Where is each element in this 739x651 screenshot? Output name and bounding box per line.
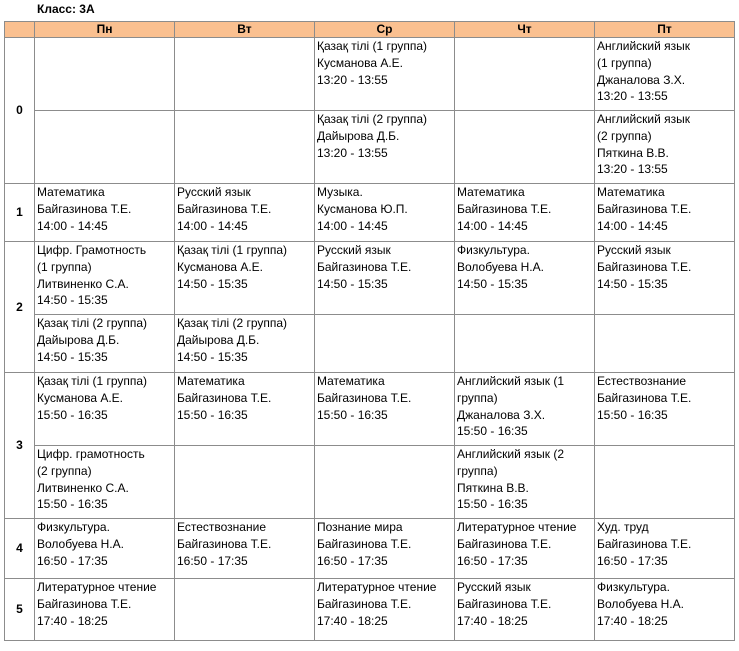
lesson-detail-text: 16:50 - 17:35: [457, 553, 528, 568]
subject-text: Худ. труд: [597, 520, 649, 534]
lesson-cell: [35, 579, 175, 641]
lesson-cell: [455, 446, 595, 519]
lesson-detail-text: 13:20 - 13:55: [597, 89, 668, 104]
subject-text: Русский язык: [597, 243, 671, 257]
lesson-detail-text: 14:50 - 15:35: [177, 276, 248, 291]
lesson-detail-text: 14:50 - 15:35: [177, 349, 248, 364]
subject-text: Физкультура.: [597, 580, 670, 594]
lesson-detail-text: (1 группа): [37, 259, 92, 274]
lesson-cell: [175, 315, 315, 373]
day-header: Вт: [175, 22, 315, 38]
lesson-detail-text: Байгазинова Т.Е.: [597, 259, 692, 274]
day-header: Пт: [595, 22, 735, 38]
day-header: Ср: [315, 22, 455, 38]
lesson-detail-text: 13:20 - 13:55: [317, 145, 388, 160]
empty-cell: [455, 315, 595, 373]
subject-text: Русский язык: [177, 185, 251, 199]
lesson-detail-text: Джаналова З.Х.: [457, 407, 546, 422]
lesson-detail-text: 14:00 - 14:45: [457, 218, 528, 233]
subject-text: Английский язык: [597, 39, 691, 53]
subject-text: Английский язык: [597, 112, 691, 126]
lesson-detail-text: Байгазинова Т.Е.: [457, 201, 552, 216]
period-number: 5: [5, 579, 35, 641]
lesson-detail-text: Пяткина В.В.: [457, 480, 529, 495]
lesson-detail-text: группа): [457, 463, 498, 478]
subject-text: Физкультура.: [457, 243, 530, 257]
lesson-detail-text: Байгазинова Т.Е.: [457, 536, 552, 551]
lesson-detail-text: 15:50 - 16:35: [317, 407, 388, 422]
lesson-row: [5, 373, 735, 446]
lesson-cell: [595, 184, 735, 242]
lesson-detail-text: 17:40 - 18:25: [317, 613, 388, 628]
lesson-row: [5, 519, 735, 579]
lesson-detail-text: 15:50 - 16:35: [37, 497, 108, 512]
lesson-cell: [595, 111, 735, 184]
lesson-cell: [315, 373, 455, 446]
lesson-detail-text: 14:00 - 14:45: [317, 218, 388, 233]
lesson-detail-text: Байгазинова Т.Е.: [457, 596, 552, 611]
lesson-detail-text: (2 группа): [597, 128, 652, 143]
lesson-detail-text: Дайырова Д.Б.: [37, 332, 120, 347]
lesson-detail-text: (2 группа): [37, 463, 92, 478]
lesson-detail-text: Байгазинова Т.Е.: [37, 201, 132, 216]
lesson-cell: [595, 38, 735, 111]
lesson-cell: [35, 519, 175, 579]
subject-text: Английский язык (1: [457, 374, 565, 388]
lesson-row: [5, 579, 735, 641]
lesson-detail-text: 15:50 - 16:35: [457, 497, 528, 512]
corner-cell: [5, 22, 35, 38]
lesson-detail-text: 14:00 - 14:45: [597, 218, 668, 233]
lesson-detail-text: 14:50 - 15:35: [37, 349, 108, 364]
subject-text: Қазақ тілі (1 группа): [177, 243, 288, 257]
lesson-detail-text: Байгазинова Т.Е.: [317, 259, 412, 274]
lesson-detail-text: Кусманова А.Е.: [317, 55, 404, 70]
lesson-detail-text: 17:40 - 18:25: [597, 613, 668, 628]
empty-cell: [315, 446, 455, 519]
lesson-row: [5, 184, 735, 242]
lesson-detail-text: 15:50 - 16:35: [177, 407, 248, 422]
lesson-detail-text: 14:50 - 15:35: [597, 276, 668, 291]
subject-text: Математика: [457, 185, 525, 199]
lesson-cell: [35, 315, 175, 373]
empty-cell: [35, 111, 175, 184]
lesson-detail-text: Байгазинова Т.Е.: [597, 536, 692, 551]
period-number: 1: [5, 184, 35, 242]
day-header: Пн: [35, 22, 175, 38]
subject-text: Английский язык (2: [457, 447, 565, 461]
day-header: Чт: [455, 22, 595, 38]
lesson-cell: [175, 373, 315, 446]
timetable: [4, 21, 735, 641]
lesson-detail-text: 14:00 - 14:45: [37, 218, 108, 233]
period-number: 2: [5, 242, 35, 373]
lesson-cell: [35, 242, 175, 315]
lesson-detail-text: 15:50 - 16:35: [37, 407, 108, 422]
lesson-row: [5, 38, 735, 111]
lesson-cell: [595, 242, 735, 315]
lesson-cell: [315, 579, 455, 641]
lesson-detail-text: Байгазинова Т.Е.: [597, 390, 692, 405]
lesson-detail-text: 16:50 - 17:35: [317, 553, 388, 568]
lesson-detail-text: 15:50 - 16:35: [457, 424, 528, 439]
lesson-cell: [315, 111, 455, 184]
period-number: 3: [5, 373, 35, 519]
lesson-row: [5, 315, 735, 373]
lesson-detail-text: 16:50 - 17:35: [37, 553, 108, 568]
lesson-detail-text: Волобуева Н.А.: [37, 536, 124, 551]
lesson-detail-text: Волобуева Н.А.: [457, 259, 544, 274]
subject-text: Қазақ тілі (1 группа): [317, 39, 428, 53]
subject-text: Литературное чтение: [317, 580, 437, 594]
lesson-detail-text: 14:50 - 15:35: [457, 276, 528, 291]
empty-cell: [595, 315, 735, 373]
subject-text: Математика: [37, 185, 105, 199]
lesson-cell: [175, 184, 315, 242]
period-number: 4: [5, 519, 35, 579]
empty-cell: [315, 315, 455, 373]
lesson-detail-text: Байгазинова Т.Е.: [597, 201, 692, 216]
lesson-cell: [455, 579, 595, 641]
empty-cell: [595, 446, 735, 519]
lesson-cell: [35, 373, 175, 446]
day-header-row: [5, 22, 735, 38]
subject-text: Цифр. Грамотность: [37, 243, 147, 257]
lesson-detail-text: Кусманова А.Е.: [37, 390, 124, 405]
lesson-cell: [455, 373, 595, 446]
subject-text: Қазақ тілі (2 группа): [317, 112, 428, 126]
empty-cell: [455, 38, 595, 111]
lesson-cell: [315, 38, 455, 111]
subject-text: Литературное чтение: [37, 580, 157, 594]
empty-cell: [35, 38, 175, 111]
lesson-cell: [455, 242, 595, 315]
lesson-detail-text: Байгазинова Т.Е.: [317, 536, 412, 551]
empty-cell: [175, 579, 315, 641]
lesson-detail-text: Байгазинова Т.Е.: [177, 390, 272, 405]
subject-text: Цифр. грамотность: [37, 447, 145, 461]
lesson-detail-text: 15:50 - 16:35: [597, 407, 668, 422]
subject-text: Музыка.: [317, 185, 363, 199]
lesson-detail-text: Дайырова Д.Б.: [177, 332, 260, 347]
lesson-detail-text: (1 группа): [597, 55, 652, 70]
period-number: 0: [5, 38, 35, 184]
lesson-detail-text: Байгазинова Т.Е.: [37, 596, 132, 611]
subject-text: Математика: [597, 185, 665, 199]
lesson-detail-text: Литвиненко С.А.: [37, 276, 129, 291]
lesson-detail-text: 14:50 - 15:35: [317, 276, 388, 291]
lesson-row: [5, 446, 735, 519]
lesson-detail-text: Джаналова З.Х.: [597, 72, 686, 87]
lesson-detail-text: Волобуева Н.А.: [597, 596, 684, 611]
lesson-cell: [175, 242, 315, 315]
subject-text: Қазақ тілі (2 группа): [37, 316, 148, 330]
subject-text: Естествознание: [597, 374, 686, 388]
subject-text: Физкультура.: [37, 520, 110, 534]
subject-text: Қазақ тілі (2 группа): [177, 316, 288, 330]
lesson-cell: [35, 184, 175, 242]
lesson-detail-text: 17:40 - 18:25: [457, 613, 528, 628]
subject-text: Литературное чтение: [457, 520, 577, 534]
lesson-cell: [315, 184, 455, 242]
lesson-detail-text: Литвиненко С.А.: [37, 480, 129, 495]
lesson-cell: [595, 519, 735, 579]
empty-cell: [175, 446, 315, 519]
lesson-cell: [455, 519, 595, 579]
lesson-detail-text: группа): [457, 390, 498, 405]
lesson-cell: [595, 579, 735, 641]
lesson-detail-text: 14:50 - 15:35: [37, 293, 108, 308]
lesson-cell: [455, 184, 595, 242]
lesson-detail-text: 13:20 - 13:55: [317, 72, 388, 87]
lesson-cell: [595, 373, 735, 446]
lesson-detail-text: Дайырова Д.Б.: [317, 128, 400, 143]
lesson-detail-text: Байгазинова Т.Е.: [317, 390, 412, 405]
subject-text: Русский язык: [317, 243, 391, 257]
lesson-detail-text: Байгазинова Т.Е.: [317, 596, 412, 611]
subject-text: Қазақ тілі (1 группа): [37, 374, 148, 388]
lesson-detail-text: 17:40 - 18:25: [37, 613, 108, 628]
lesson-cell: [315, 519, 455, 579]
lesson-detail-text: Байгазинова Т.Е.: [177, 536, 272, 551]
empty-cell: [175, 38, 315, 111]
lesson-row: [5, 242, 735, 315]
subject-text: Познание мира: [317, 520, 403, 534]
empty-cell: [455, 111, 595, 184]
class-title: Класс: 3А: [37, 2, 95, 16]
lesson-detail-text: 16:50 - 17:35: [597, 553, 668, 568]
subject-text: Математика: [177, 374, 245, 388]
lesson-detail-text: Кусманова А.Е.: [177, 259, 264, 274]
subject-text: Естествознание: [177, 520, 266, 534]
subject-text: Математика: [317, 374, 385, 388]
lesson-detail-text: Кусманова Ю.П.: [317, 201, 408, 216]
empty-cell: [175, 111, 315, 184]
subject-text: Русский язык: [457, 580, 531, 594]
lesson-row: [5, 111, 735, 184]
lesson-cell: [35, 446, 175, 519]
lesson-detail-text: Байгазинова Т.Е.: [177, 201, 272, 216]
timetable-body: [5, 38, 735, 641]
lesson-detail-text: Пяткина В.В.: [597, 145, 669, 160]
lesson-detail-text: 16:50 - 17:35: [177, 553, 248, 568]
lesson-detail-text: 14:00 - 14:45: [177, 218, 248, 233]
lesson-detail-text: 13:20 - 13:55: [597, 162, 668, 177]
lesson-cell: [315, 242, 455, 315]
lesson-cell: [175, 519, 315, 579]
